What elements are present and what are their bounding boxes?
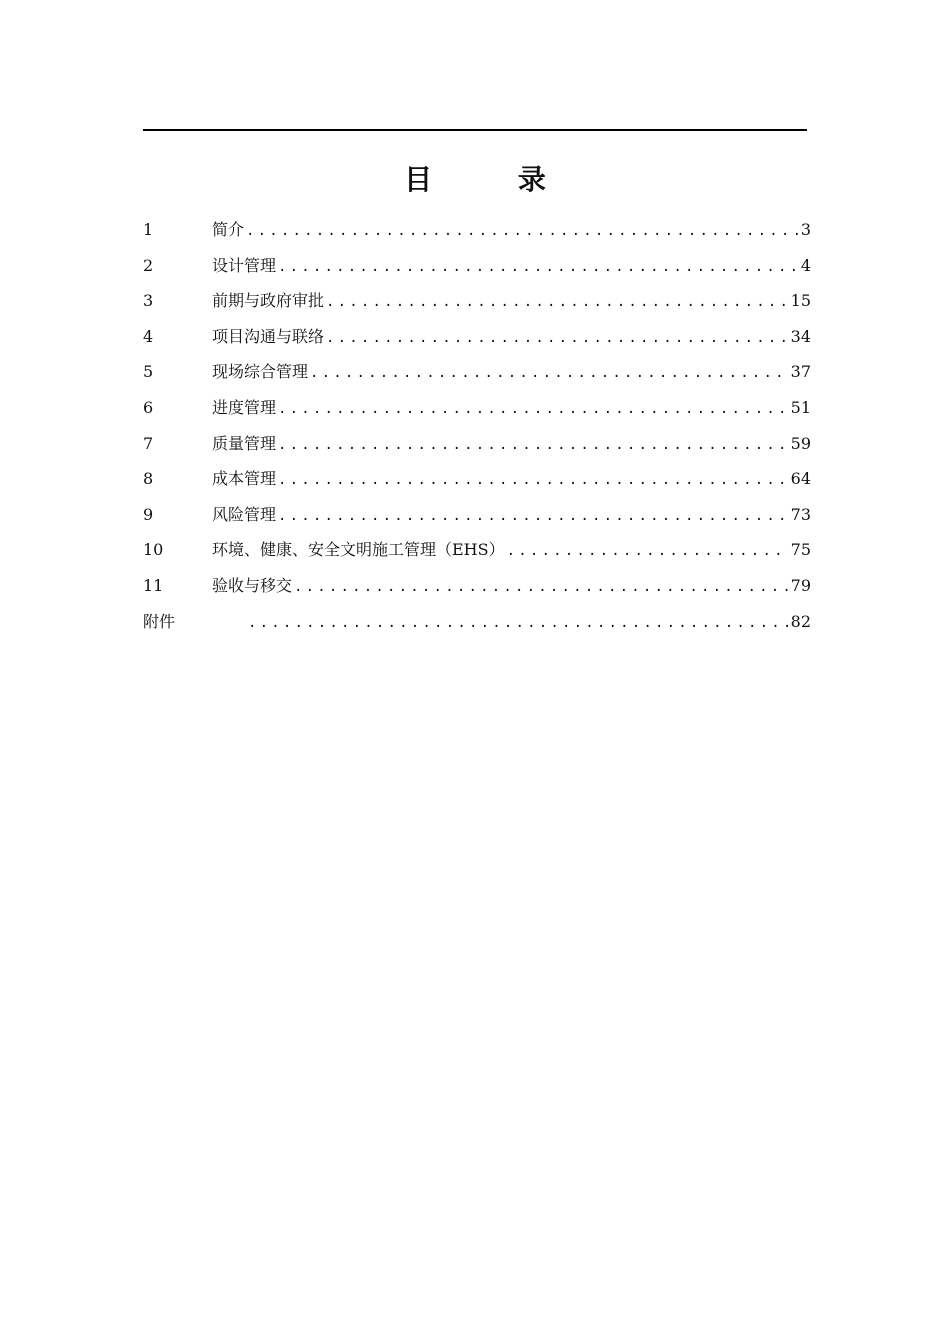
dot-leader [294,570,789,606]
dot-leader [248,606,789,642]
toc-entry[interactable] [143,319,811,355]
page-title: 目 录 [404,163,584,196]
toc-entry-label: 验收与移交 [212,575,293,595]
dot-leader [278,463,789,499]
toc-entry-number: 3 [143,291,154,311]
dot-leader [507,534,789,570]
toc-entry-label: 质量管理 [212,433,277,453]
dot-leader [310,356,789,392]
toc-entry-number: 6 [143,397,154,417]
toc-entry[interactable] [143,354,811,390]
toc-entry-number: 5 [143,362,154,382]
toc-entry-number: 1 [143,220,154,239]
toc-entry-number: 4 [143,326,154,346]
toc-entry-page: 3 [800,220,811,239]
toc-entry-label: 风险管理 [212,504,277,524]
dot-leader [326,285,789,321]
toc-entry-label: 进度管理 [212,397,277,417]
toc-entry-number: 10 [143,540,164,560]
toc-entry-page: 51 [790,397,811,417]
toc-entry-number: 2 [143,255,154,275]
toc-entry[interactable] [143,212,811,248]
toc-entry-label: 前期与政府审批 [212,291,325,311]
toc-entry-page: 34 [790,326,811,346]
toc-entry-page: 73 [790,504,811,524]
toc-entry-label: 简介 [212,220,245,239]
toc-entry-appendix[interactable] [143,604,811,640]
toc-entry[interactable] [143,283,811,319]
dot-leader [326,321,789,357]
dot-leader [246,214,799,250]
toc-entry-page: 37 [790,362,811,382]
toc-entry-label: 环境、健康、安全文明施工管理（EHS） [212,540,505,560]
toc-entry[interactable] [143,426,811,462]
dot-leader [278,250,799,286]
toc-entry-page: 82 [790,611,811,631]
toc-entry[interactable] [143,248,811,284]
dot-leader [278,392,789,428]
toc-entry-label: 成本管理 [212,469,277,489]
toc-entry-page: 79 [790,575,811,595]
dot-leader [278,428,789,464]
toc-entry-label: 现场综合管理 [212,362,309,382]
toc-entry[interactable] [143,497,811,533]
toc-entry-number: 11 [143,575,164,595]
toc-entry-label: 设计管理 [212,255,277,275]
toc-entry-label: 附件 [143,611,176,631]
toc-entry-label: 项目沟通与联络 [212,326,325,346]
toc-entry[interactable] [143,390,811,426]
toc-entry-page: 4 [800,255,811,275]
toc-entry-number: 7 [143,433,154,453]
toc-entry-page: 64 [790,469,811,489]
dot-leader [278,499,789,535]
toc-entry-page: 59 [790,433,811,453]
toc-entry-page: 15 [790,291,811,311]
header-rule [143,129,807,131]
toc-entry-number: 8 [143,469,154,489]
toc-entry[interactable] [143,461,811,497]
toc-entry-number: 9 [143,504,154,524]
toc-entry[interactable] [143,532,811,568]
toc-entry-page: 75 [790,540,811,560]
toc-list [143,212,811,639]
toc-entry[interactable] [143,568,811,604]
